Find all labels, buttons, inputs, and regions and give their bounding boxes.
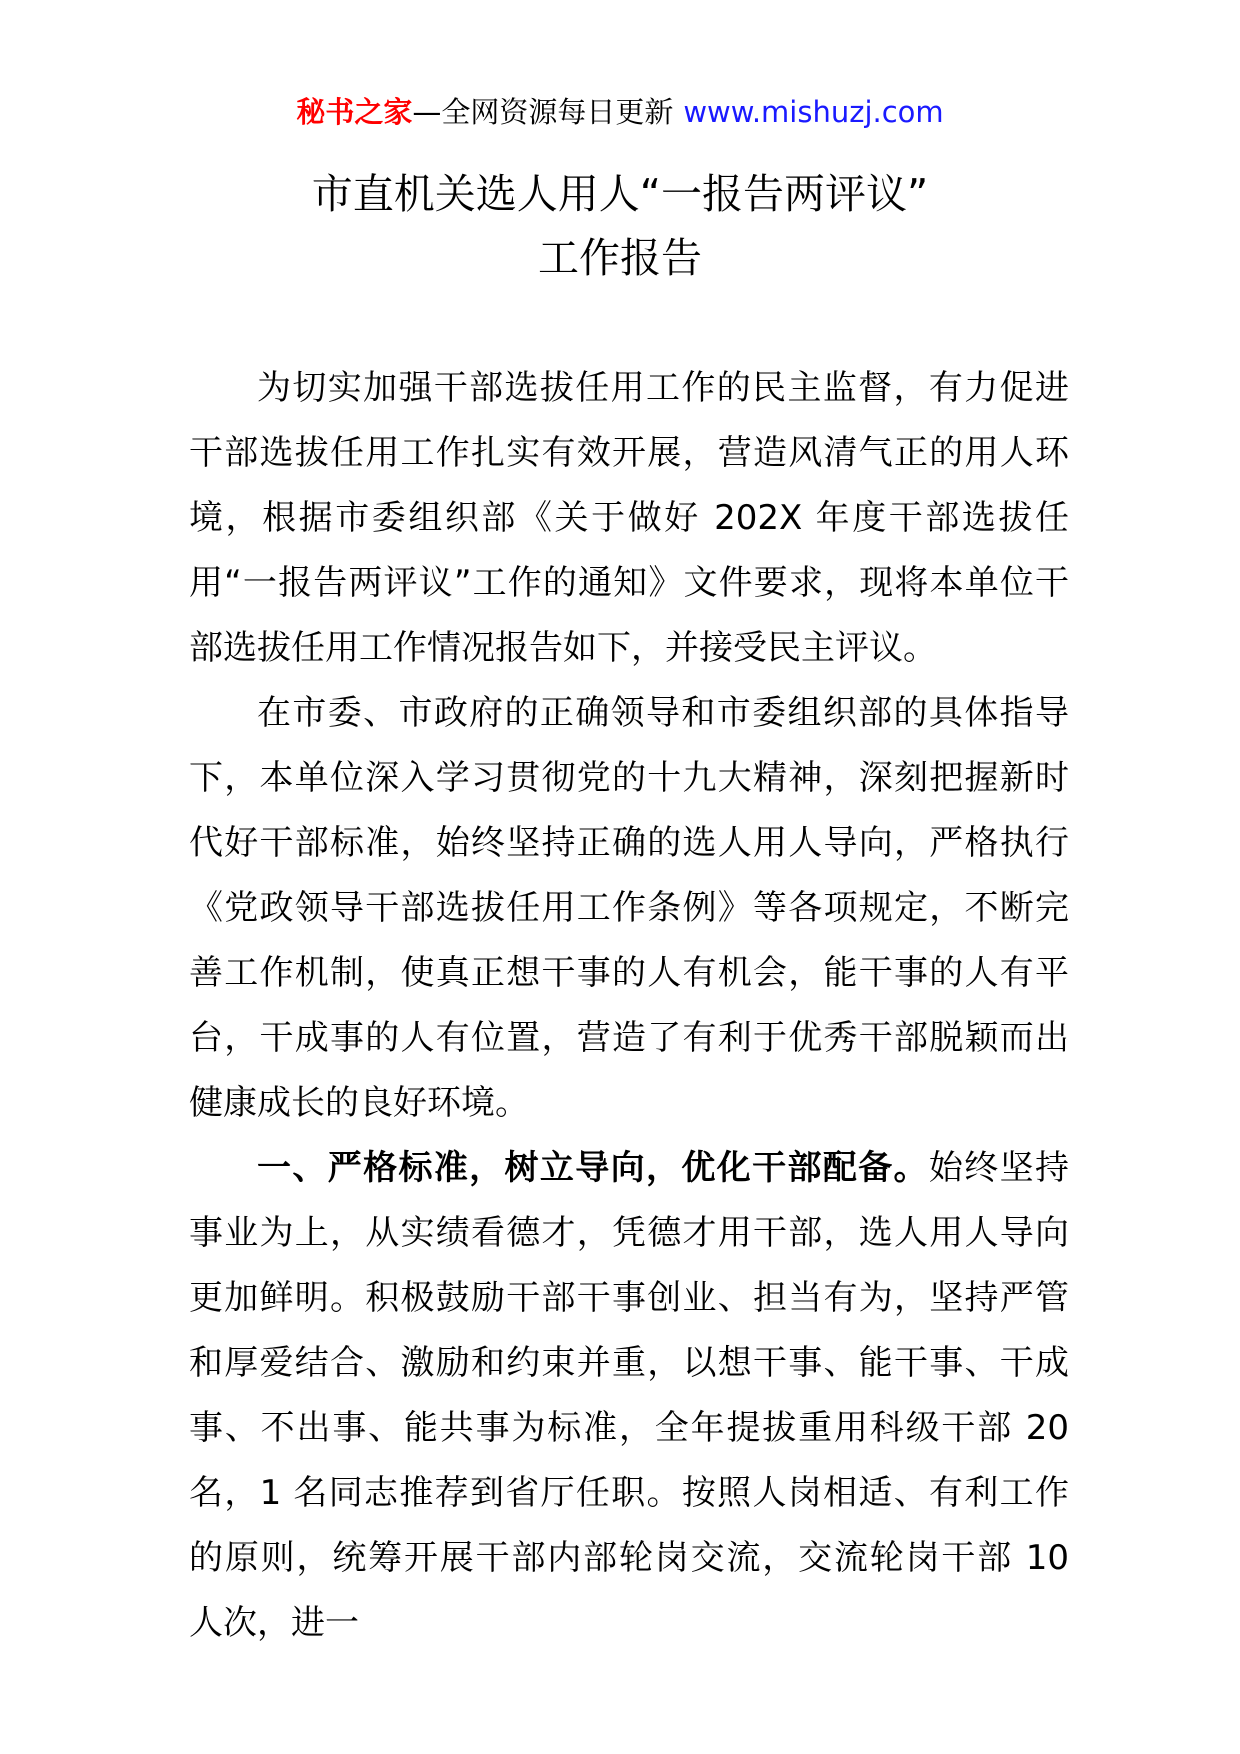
site-banner [0,92,1240,132]
site-brand: 秘书之家 [296,95,413,129]
paragraph-intro: 为切实加强干部选拔任用工作的民主监督，有力促进干部选拔任用工作扎实有效开展，营造风清气正的用人环境，根据市委组织部《关于做好 202X 年度干部选拔任用“一报告两评议”工作的通知》文件要求，现将本单位干部选拔任用工作情况报告如下，并接受民主评议。 [189,368,1069,668]
document-title-line-2: 工作报告 [538,234,702,282]
document-title-line-1: 市直机关选人用人“一报告两评议” [311,170,929,218]
site-url-link[interactable]: www.mishuzj.com [683,95,944,129]
document-body [189,356,1069,1656]
section-1-text: 始终坚持事业为上，从实绩看德才，凭德才用干部，选人用人导向更加鲜明。积极鼓励干部干事创业、担当有为，坚持严管和厚爱结合、激励和约束并重，以想干事、能干事、干成事、不出事、能共事为标准，全年提拔重用科级干部 20 名，1 名同志推荐到省厅任职。按照人岗相适、有利工作的原则，统筹开展干部内部轮岗交流，交流轮岗干部 10 人次，进一 [189,1148,1070,1643]
section-1-heading: 一、严格标准，树立导向，优化干部配备。 [257,1148,929,1188]
paragraph-overview: 在市委、市政府的正确领导和市委组织部的具体指导下，本单位深入学习贯彻党的十九大精神，深刻把握新时代好干部标准，始终坚持正确的选人用人导向，严格执行《党政领导干部选拔任用工作条例》等各项规定，不断完善工作机制，使真正想干事的人有机会，能干事的人有平台，干成事的人有位置，营造了有利于优秀干部脱颖而出健康成长的良好环境。 [189,693,1069,1123]
site-tagline: —全网资源每日更新 [412,95,674,129]
paragraph-section-1 [189,1136,1069,1656]
